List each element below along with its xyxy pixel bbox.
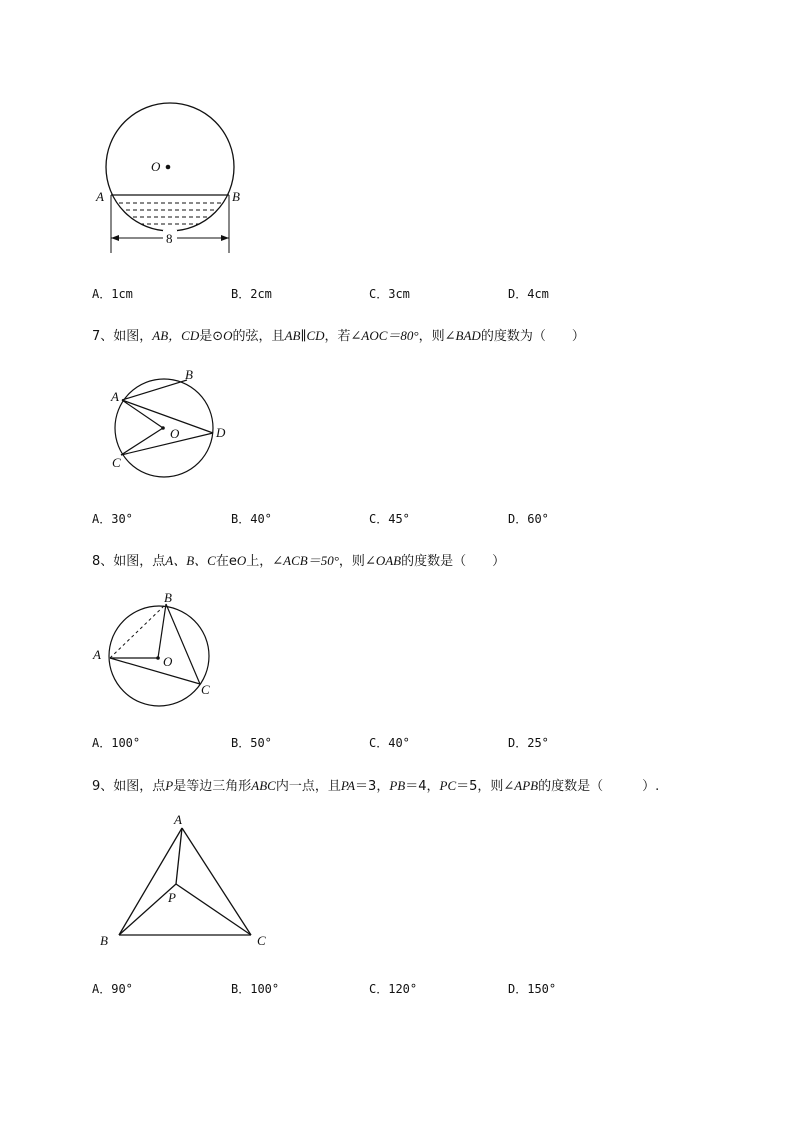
- q8-option-b[interactable]: B．50°: [231, 736, 272, 750]
- q6-label-b: B: [232, 189, 240, 204]
- q9-text: [92, 775, 659, 794]
- q7-options: [92, 510, 732, 528]
- q9-label-p: P: [168, 890, 176, 905]
- q9-text-inside: 是等边三角形: [173, 779, 252, 794]
- q6-arrow-left: [111, 235, 119, 241]
- q8-circle-o: O: [236, 553, 247, 568]
- q9-pc: PC: [439, 778, 457, 793]
- q8-text-on2: 上，: [246, 554, 273, 569]
- q7-label-a: A: [111, 389, 119, 404]
- q7-text-chord: 的弦，且: [232, 329, 285, 344]
- q6-figure: [90, 95, 260, 255]
- q8-circle: [109, 606, 209, 706]
- q7-label-d: D: [216, 425, 226, 440]
- q8-label-b: B: [164, 590, 172, 605]
- q7-chord-ab: [122, 380, 187, 400]
- q8-text-then: ，则: [338, 554, 365, 569]
- q7-text-if: ，若: [324, 329, 351, 344]
- q7-parallel: AB∥CD: [284, 328, 325, 343]
- q8-options: [92, 734, 732, 752]
- q9-side-ac: [182, 828, 251, 935]
- q8-angle-acb: ∠ACB＝50°: [272, 553, 339, 568]
- q7-chord-cd: [121, 433, 213, 455]
- q7-option-a[interactable]: A．30°: [92, 512, 133, 526]
- q9-text-inner: 内一点，且: [275, 779, 341, 794]
- q7-center-dot: [161, 426, 165, 430]
- q7-option-c[interactable]: C．45°: [369, 512, 410, 526]
- q9-pb-value: ＝4，: [405, 779, 440, 794]
- q9-option-a[interactable]: A．90°: [92, 982, 133, 996]
- q7-text-is: 是: [199, 329, 213, 344]
- q9-triangle-abc: ABC: [251, 778, 276, 793]
- q7-label-b: B: [185, 367, 193, 382]
- q7-angle-aoc: ∠AOC＝80°: [350, 328, 419, 343]
- q8-label-c: C: [201, 682, 210, 697]
- q9-option-b[interactable]: B．100°: [231, 982, 280, 996]
- q7-text-ask: 的度数为（ ）: [480, 329, 585, 344]
- q7-segment-ad: [122, 400, 213, 433]
- q8-segment-bo: [158, 604, 166, 658]
- q6-arrow-right: [221, 235, 229, 241]
- q9-options: [92, 980, 732, 998]
- q6-option-a[interactable]: A．1cm: [92, 287, 133, 301]
- q9-option-d[interactable]: D．150°: [508, 982, 557, 996]
- q8-option-d[interactable]: D．25°: [508, 736, 549, 750]
- q8-text: [92, 550, 505, 569]
- q8-center-dot: [156, 656, 160, 660]
- q9-point-p: P: [165, 778, 174, 793]
- q9-label-c: C: [257, 933, 266, 948]
- q8-label-a: A: [93, 647, 101, 662]
- q6-options: [92, 285, 732, 303]
- q9-label-a: A: [174, 812, 182, 827]
- q8-text-on: 在: [215, 554, 229, 569]
- q8-segment-ac: [110, 658, 200, 684]
- q9-text-ask: 的度数是（ ）.: [538, 779, 660, 794]
- q8-segment-ab-dashed: [110, 604, 166, 658]
- q7-option-b[interactable]: B．40°: [231, 512, 272, 526]
- q8-number: 8、如图，点: [92, 554, 166, 569]
- q6-label-o: O: [151, 159, 161, 174]
- q8-option-a[interactable]: A．100°: [92, 736, 141, 750]
- q9-figure-svg: [95, 810, 275, 950]
- q9-number: 9、如图，点: [92, 779, 166, 794]
- q6-option-d[interactable]: D．4cm: [508, 287, 549, 301]
- q7-segment-co: [121, 428, 163, 455]
- q7-number: 7、如图，: [92, 329, 153, 344]
- q7-option-d[interactable]: D．60°: [508, 512, 549, 526]
- q9-pc-value: ＝5，则: [456, 779, 504, 794]
- q8-segment-bc: [166, 604, 200, 684]
- q6-water-lines: [105, 203, 235, 224]
- q6-figure-svg: [90, 95, 260, 255]
- q9-pa: PA: [340, 778, 356, 793]
- q9-pb: PB: [389, 778, 406, 793]
- q8-figure-svg: [90, 588, 220, 708]
- q6-center-dot: [166, 165, 171, 170]
- q8-angle-oab: ∠OAB: [364, 553, 402, 568]
- q9-segment-pc: [176, 884, 251, 935]
- q9-label-b: B: [100, 933, 108, 948]
- q7-segment-ao: [122, 400, 163, 428]
- q7-circle-o: O: [223, 328, 233, 343]
- q6-label-width: 8: [166, 231, 173, 246]
- q8-label-o: O: [163, 654, 173, 669]
- q7-text: [92, 325, 585, 344]
- q8-points: A、B、C: [165, 553, 216, 568]
- q7-text-then: ，则: [418, 329, 445, 344]
- q8-circle-symbol: e: [228, 554, 237, 569]
- q7-circle-symbol: ⊙: [212, 329, 224, 344]
- q9-side-ab: [119, 828, 182, 935]
- q8-option-c[interactable]: C．40°: [369, 736, 410, 750]
- q9-angle-apb: ∠APB: [503, 778, 539, 793]
- q7-figure: [100, 362, 240, 474]
- q7-angle-bad: ∠BAD: [444, 328, 481, 343]
- q8-figure: [90, 588, 220, 708]
- q6-option-b[interactable]: B．2cm: [231, 287, 272, 301]
- q8-text-ask: 的度数是（ ）: [401, 554, 506, 569]
- q7-label-o: O: [170, 426, 180, 441]
- q7-figure-svg: [100, 362, 240, 474]
- q9-option-c[interactable]: C．120°: [369, 982, 418, 996]
- q9-pa-value: ＝3，: [355, 779, 390, 794]
- q7-label-c: C: [112, 455, 121, 470]
- q9-figure: [95, 810, 275, 950]
- q6-option-c[interactable]: C．3cm: [369, 287, 410, 301]
- q7-seg-ab-cd: AB，CD: [152, 328, 200, 343]
- q6-label-a: A: [96, 189, 104, 204]
